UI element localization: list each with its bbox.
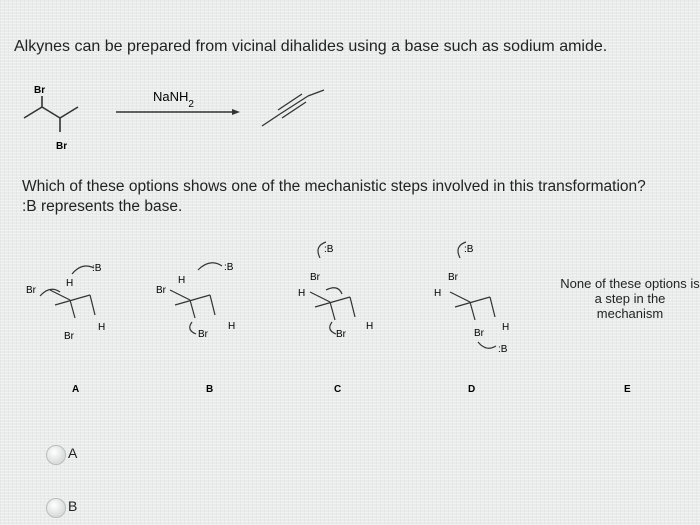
option-e-text: None of these options is a step in the mechanism [560, 276, 700, 321]
option-d-structure [450, 242, 496, 348]
option-a-h-top: H [66, 278, 74, 289]
option-d-base-bottom: :B [498, 344, 508, 355]
option-d-h-bottom: H [502, 322, 510, 333]
arrowhead-icon [232, 109, 240, 115]
option-c-br-top: Br [310, 272, 320, 283]
option-c-structure [310, 242, 355, 334]
option-d-letter: D [468, 384, 476, 395]
option-b-base: :B [224, 262, 234, 273]
option-d-br-top: Br [448, 272, 458, 283]
option-d-base: :B [464, 244, 474, 255]
option-a-br-top: Br [26, 285, 36, 296]
page-title: Alkynes can be prepared from vicinal dihalides using a base such as sodium amide. [14, 38, 608, 55]
option-b-br-bottom: Br [198, 329, 208, 340]
dibromide-structure [24, 96, 78, 132]
option-a-letter: A [72, 384, 80, 395]
option-e-letter: E [624, 384, 631, 395]
option-c-h-top: H [298, 288, 306, 299]
option-c-br-bottom: Br [336, 329, 346, 340]
reactant-br-top: Br [34, 85, 46, 96]
question-text: Which of these options shows one of the mechanistic steps involved in this transformation? :B represents the base. [22, 178, 646, 215]
option-b-br-top: Br [156, 285, 166, 296]
choice-a-label[interactable]: A [68, 445, 78, 461]
option-b-letter: B [206, 384, 214, 395]
reagent-label: NaNH$_2$ [153, 89, 194, 110]
option-b-h-top: H [178, 275, 186, 286]
option-a-br-bottom: Br [64, 331, 74, 342]
option-c-letter: C [334, 384, 342, 395]
option-c-h-bottom: H [366, 321, 374, 332]
choice-a-radio[interactable] [46, 445, 66, 465]
option-a-h-bottom: H [98, 322, 106, 333]
option-a-base: :B [92, 263, 102, 274]
option-a-structure [40, 266, 95, 318]
reactant-br-bottom: Br [56, 141, 68, 152]
choice-b-radio[interactable] [46, 498, 66, 518]
alkyne-structure [262, 90, 324, 126]
option-c-base: :B [324, 244, 334, 255]
choice-b-label[interactable]: B [68, 498, 78, 514]
option-b-h-bottom: H [228, 321, 236, 332]
option-b-structure [170, 263, 222, 334]
option-d-br-bottom: Br [474, 328, 484, 339]
option-d-h-top: H [434, 288, 442, 299]
